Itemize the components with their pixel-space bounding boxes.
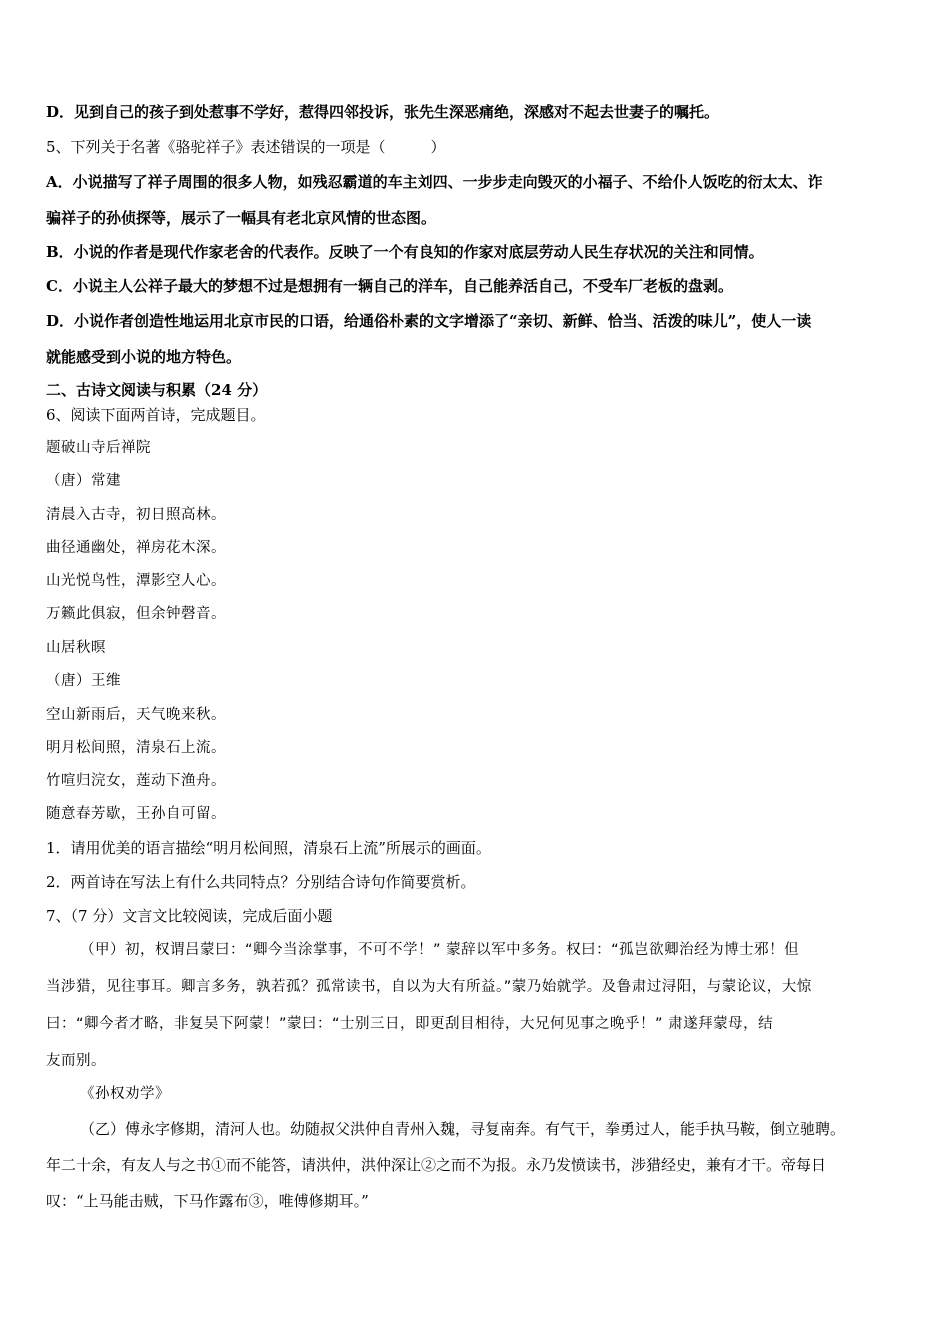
yi-passage-line: （乙）傅永字修期，清河人也。幼随叔父洪仲自青州入魏，寻复南奔。有气干，拳勇过人，能手执马鞍，倒立驰聘。 xyxy=(80,1120,846,1138)
poem2-line: 竹喧归浣女，莲动下渔舟。 xyxy=(46,773,226,789)
q6-subquestion-2: 2．两首诗在写法上有什么共同特点？分别结合诗句作简要赏析。 xyxy=(46,873,476,891)
q5-option-a-line1: A．小说描写了祥子周围的很多人物，如残忍霸道的车主刘四、一步步走向毁灭的小福子、不给仆人饭吃的衍太太、诈 xyxy=(46,173,823,191)
section2-heading: 二、古诗文阅读与积累（24 分） xyxy=(46,381,268,399)
poem1-line: 清晨入古寺，初日照高林。 xyxy=(46,507,226,523)
q6-stem: 6、阅读下面两首诗，完成题目。 xyxy=(46,406,266,424)
q5-option-b: B．小说的作者是现代作家老舍的代表作。反映了一个有良知的作家对底层劳动人民生存状况的关注和同情。 xyxy=(46,243,764,261)
poem1-author: （唐）常建 xyxy=(46,473,121,489)
poem1-line: 山光悦鸟性，潭影空人心。 xyxy=(46,573,226,589)
jia-passage-title: 《孙权劝学》 xyxy=(80,1086,170,1102)
poem1-line: 万籁此俱寂，但余钟磬音。 xyxy=(46,606,226,622)
q5-option-a-line2: 骗祥子的孙侦探等，展示了一幅具有老北京风情的世态图。 xyxy=(46,209,437,227)
q5-option-d-line2: 就能感受到小说的地方特色。 xyxy=(46,348,242,366)
jia-passage-line: 友而别。 xyxy=(46,1053,106,1069)
q7-stem: 7、（7 分）文言文比较阅读，完成后面小题 xyxy=(46,907,333,925)
yi-passage-line: 年二十余，有友人与之书①而不能答，请洪仲，洪仲深让②之而不为报。永乃发愤读书，涉猎经史，兼有才干。帝每日 xyxy=(46,1156,827,1174)
poem2-title: 山居秋暝 xyxy=(46,640,106,656)
q4-option-d: D．见到自己的孩子到处惹事不学好，惹得四邻投诉，张先生深恶痛绝，深感对不起去世妻子的嘱托。 xyxy=(46,103,720,121)
q5-option-c: C．小说主人公祥子最大的梦想不过是想拥有一辆自己的洋车，自己能养活自己，不受车厂老板的盘剥。 xyxy=(46,277,733,295)
jia-passage-line: （甲）初，权谓吕蒙曰：“卿今当涂掌事，不可不学！” 蒙辞以军中多务。权曰：“孤岂欲卿治经为博士邪！但 xyxy=(80,942,800,958)
poem1-line: 曲径通幽处，禅房花木深。 xyxy=(46,540,226,556)
poem2-line: 随意春芳歇，王孙自可留。 xyxy=(46,806,226,822)
poem1-title: 题破山寺后禅院 xyxy=(46,440,151,456)
poem2-line: 明月松间照，清泉石上流。 xyxy=(46,740,226,756)
poem2-line: 空山新雨后，天气晚来秋。 xyxy=(46,707,226,723)
q5-stem: 5、下列关于名著《骆驼祥子》表述错误的一项是（ ） xyxy=(46,138,446,156)
jia-passage-line: 当涉猎，见往事耳。卿言多务，孰若孤？孤常读书，自以为大有所益。”蒙乃始就学。及鲁肃过浔阳，与蒙论议，大惊 xyxy=(46,979,812,995)
jia-passage-line: 曰：“卿今者才略，非复吴下阿蒙！”蒙曰：“士别三日，即更刮目相待，大兄何见事之晚乎！” 肃遂拜蒙母，结 xyxy=(46,1016,774,1032)
poem2-author: （唐）王维 xyxy=(46,673,121,689)
q5-option-d-line1: D．小说作者创造性地运用北京市民的口语，给通俗朴素的文字增添了“亲切、新鲜、恰当、活泼的味儿”，使人一读 xyxy=(46,312,812,330)
yi-passage-line: 叹：“上马能击贼，下马作露布③，唯傅修期耳。” xyxy=(46,1192,369,1210)
q6-subquestion-1: 1．请用优美的语言描绘“明月松间照，清泉石上流”所展示的画面。 xyxy=(46,839,491,857)
